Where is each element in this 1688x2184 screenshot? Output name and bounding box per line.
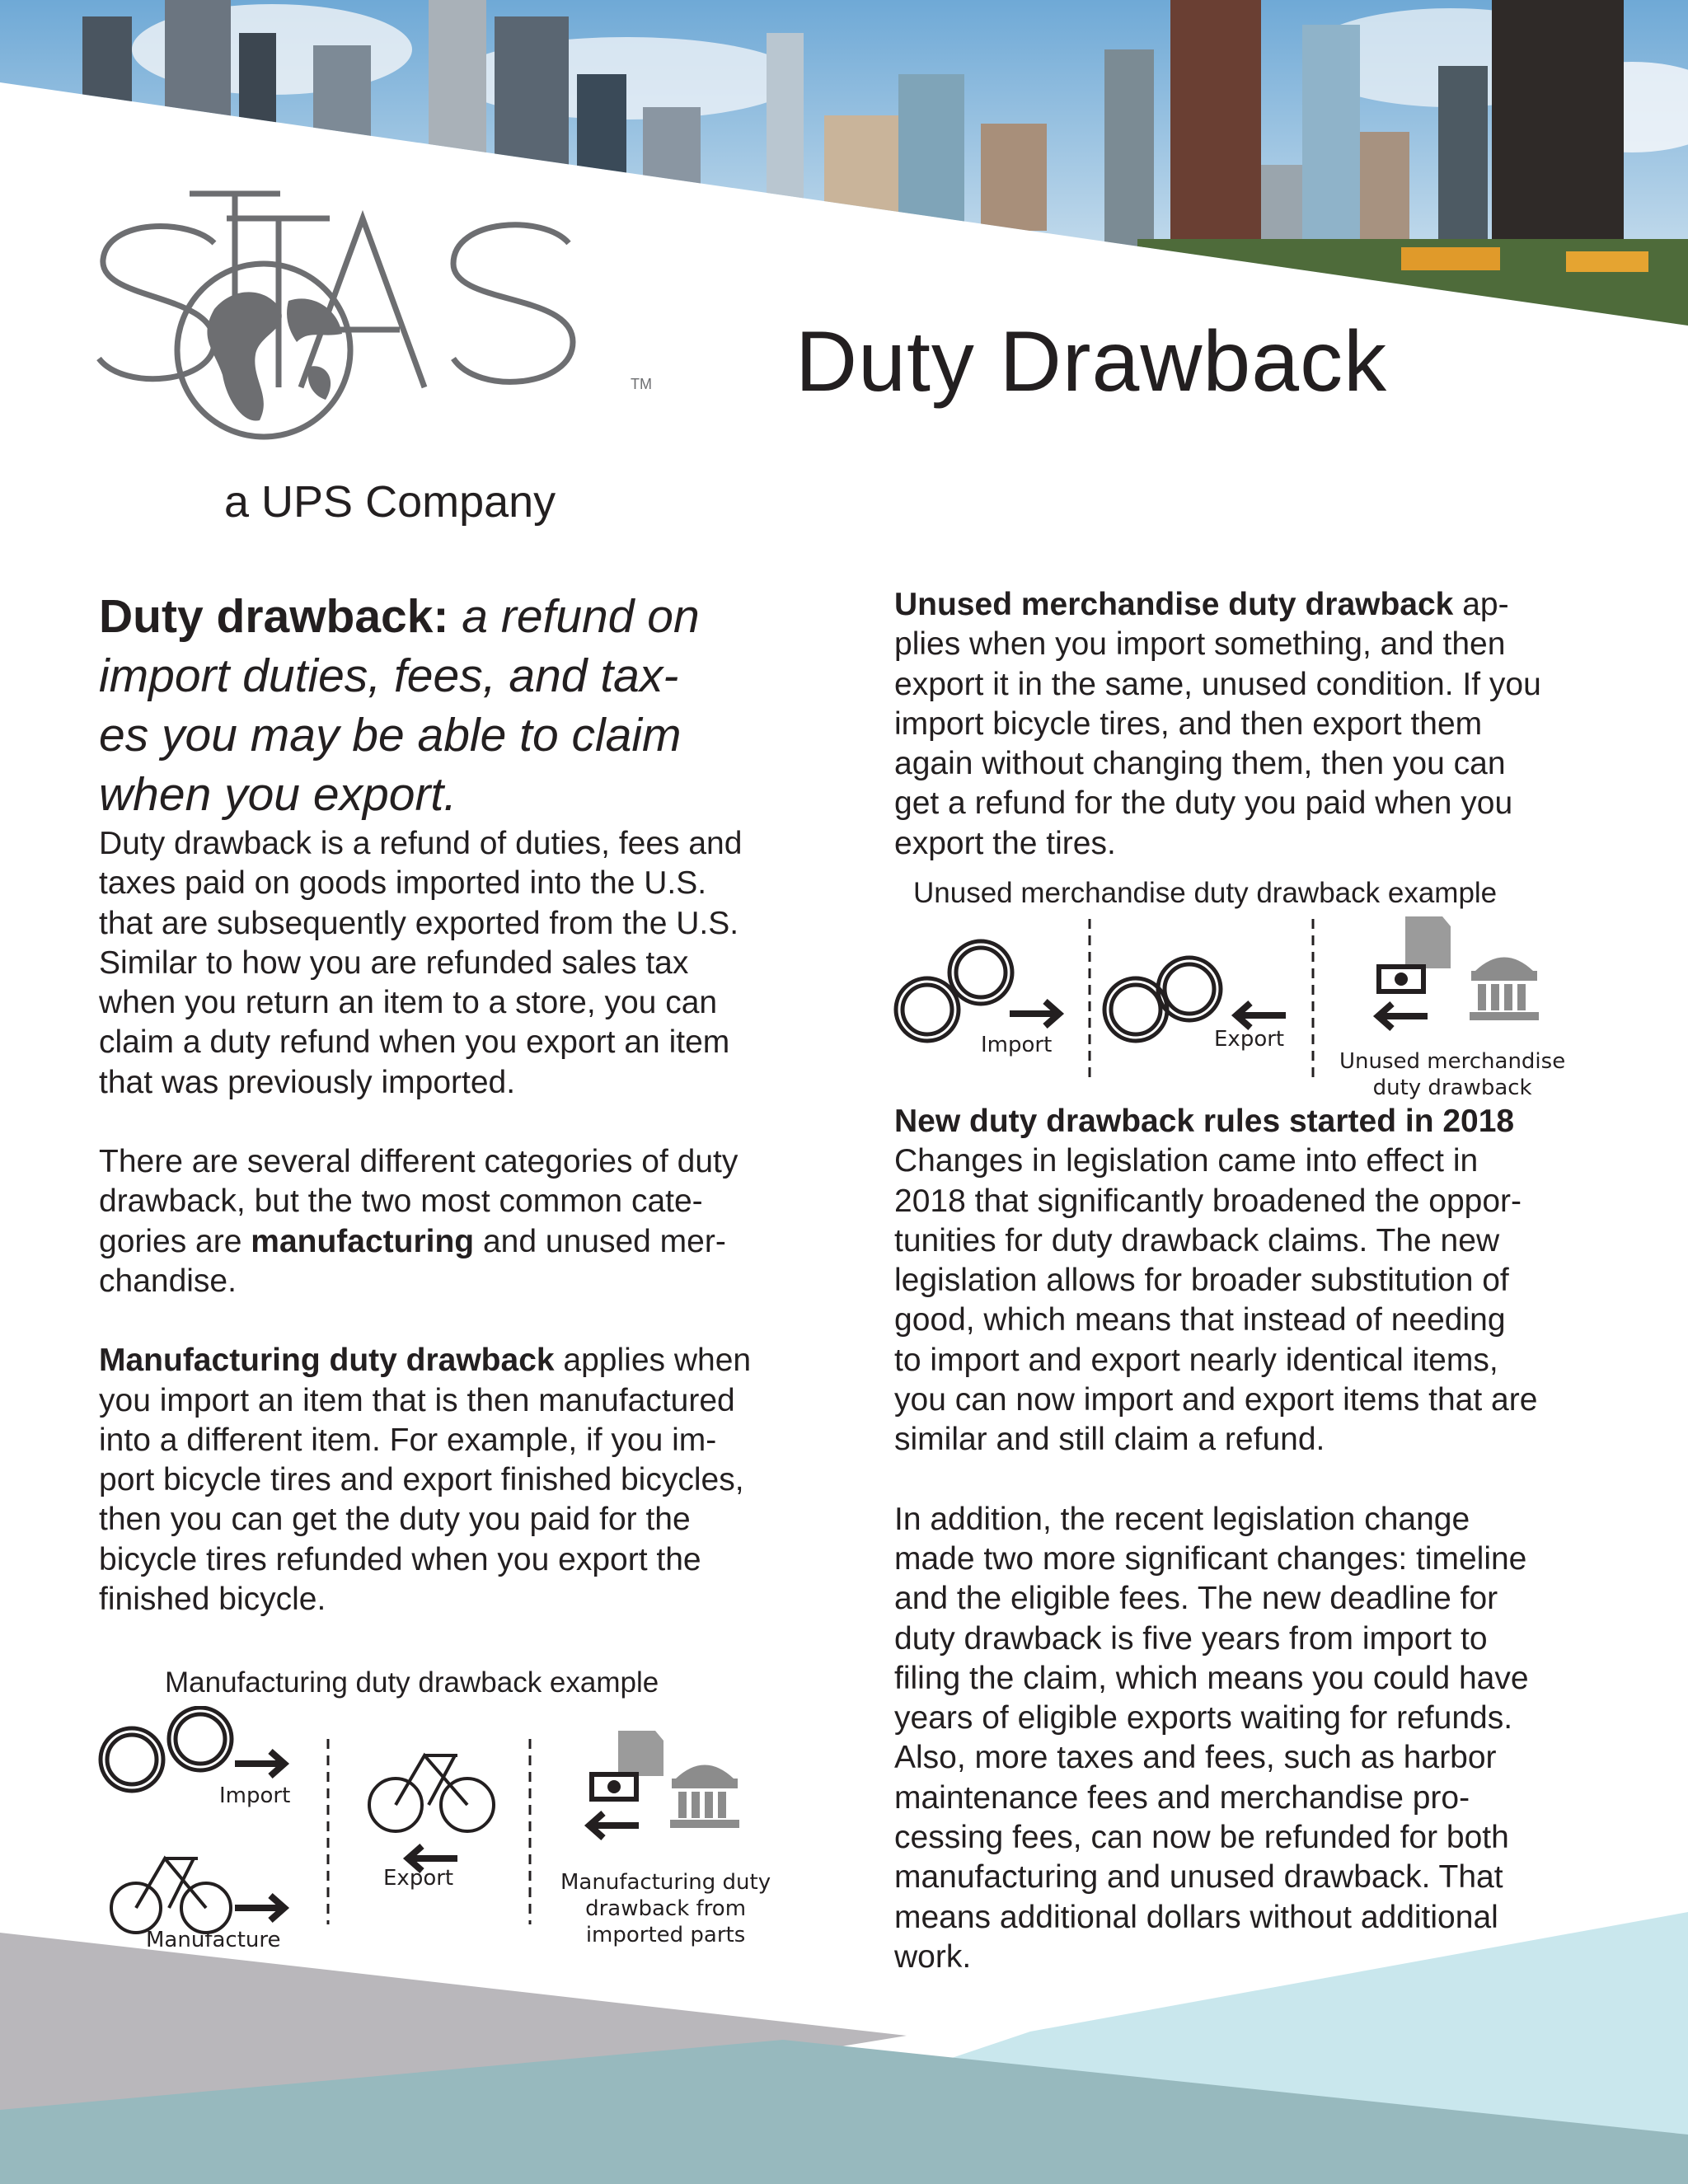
right-column	[894, 585, 1636, 864]
arrow-left-icon	[589, 1813, 639, 1838]
lead-statement	[99, 587, 808, 824]
lead-bold: Duty drawback:	[99, 590, 449, 643]
export-label: Export	[383, 1866, 454, 1891]
left-column	[99, 587, 808, 1619]
lead-italic: a refund on	[462, 590, 700, 643]
tagline: a UPS Company	[224, 477, 556, 527]
arrow-left-icon	[1236, 1003, 1286, 1028]
tires-icon	[101, 1708, 232, 1791]
money-icon	[589, 1772, 639, 1802]
lead-italic: es you may be able to claim	[99, 709, 682, 762]
categories-paragraph: There are several different categories of duty drawback, but the two most common cate- gories are manufacturing and unused mer- chandise.	[99, 1144, 738, 1299]
arrow-left-icon	[1378, 1004, 1428, 1029]
sttas-logo	[91, 185, 668, 466]
bicycle-icon	[369, 1755, 494, 1831]
unused-result-label: Unused merchandise duty drawback	[1339, 1049, 1566, 1100]
document-icon	[618, 1731, 663, 1776]
intro-paragraph: Duty drawback is a refund of duties, fees and taxes paid on goods imported into the U.S. that are subsequently exported from the U.S. Similar to how you are refunded sales tax when you return an item to a store, you can claim a duty refund when you export an item that was previously imported.	[99, 826, 743, 1100]
lead-italic: import duties, fees, and tax-	[99, 649, 679, 702]
unused-paragraph: Unused merchandise duty drawback ap- plies when you import something, and then export it in the same, unused condition. If you import bicycle tires, and then export them again without changing them, then you can get a refund for the duty you paid when you export the tires.	[894, 587, 1541, 861]
new-rules-paragraph: New duty drawback rules started in 2018 Changes in legislation came into effect in 2018 that significantly broadened the oppor- tunities for duty drawback claims. The new legislation allows for broader substitution of good, which means that instead of needing to import and export nearly identical items, you can now import and export items that are similar and still claim a refund.	[894, 1104, 1538, 1458]
manufacture-label: Manufacture	[146, 1928, 281, 1952]
manufacturing-heading: Manufacturing duty drawback	[99, 1343, 555, 1379]
lead-italic: when you export.	[99, 768, 457, 821]
government-building-icon	[1470, 958, 1539, 1021]
arrow-right-icon	[1010, 1001, 1059, 1026]
manufacturing-result-label: Manufacturing duty drawback from imported parts	[560, 1870, 771, 1947]
page-title: Duty Drawback	[795, 314, 1388, 410]
document-icon	[1405, 916, 1451, 968]
tires-icon	[1104, 958, 1221, 1041]
arrow-right-icon	[235, 1751, 284, 1776]
government-building-icon	[670, 1765, 739, 1829]
additional-changes-paragraph: In addition, the recent legislation change made two more significant changes: timeline and the eligible fees. The new deadline for duty drawback is five years from import to filing the claim, which means you could have years of eligible exports waiting for refunds. Also, more taxes and fees, such as harbor maintenance fees and merchandise pro- cessing fees, can now be refunded for both manufacturing and unused drawback. That means additional dollars without additional work.	[894, 1501, 1529, 1975]
manufacturing-diagram-title: Manufacturing duty drawback example	[165, 1666, 659, 1699]
import-label: Import	[219, 1783, 291, 1808]
unused-diagram-title: Unused merchandise duty drawback example	[913, 877, 1498, 909]
export-label: Export	[1214, 1027, 1285, 1052]
trademark: TM	[631, 376, 652, 392]
manufacturing-paragraph: Manufacturing duty drawback applies when you import an item that is then manufactured into a different item. For example, if you im- port bicycle tires and export finished bicycles, then you can get the duty you paid for the bicycle tires refunded when you export the finished bicycle.	[99, 1343, 752, 1618]
right-column-lower	[894, 1102, 1636, 1977]
new-rules-heading: New duty drawback rules started in 2018	[894, 1104, 1515, 1139]
money-icon	[1376, 964, 1426, 994]
tires-icon	[896, 941, 1012, 1041]
unused-heading: Unused merchandise duty drawback	[894, 587, 1454, 622]
import-label: Import	[981, 1033, 1053, 1057]
globe-icon	[207, 292, 342, 420]
footer-decoration	[0, 1896, 1688, 2184]
